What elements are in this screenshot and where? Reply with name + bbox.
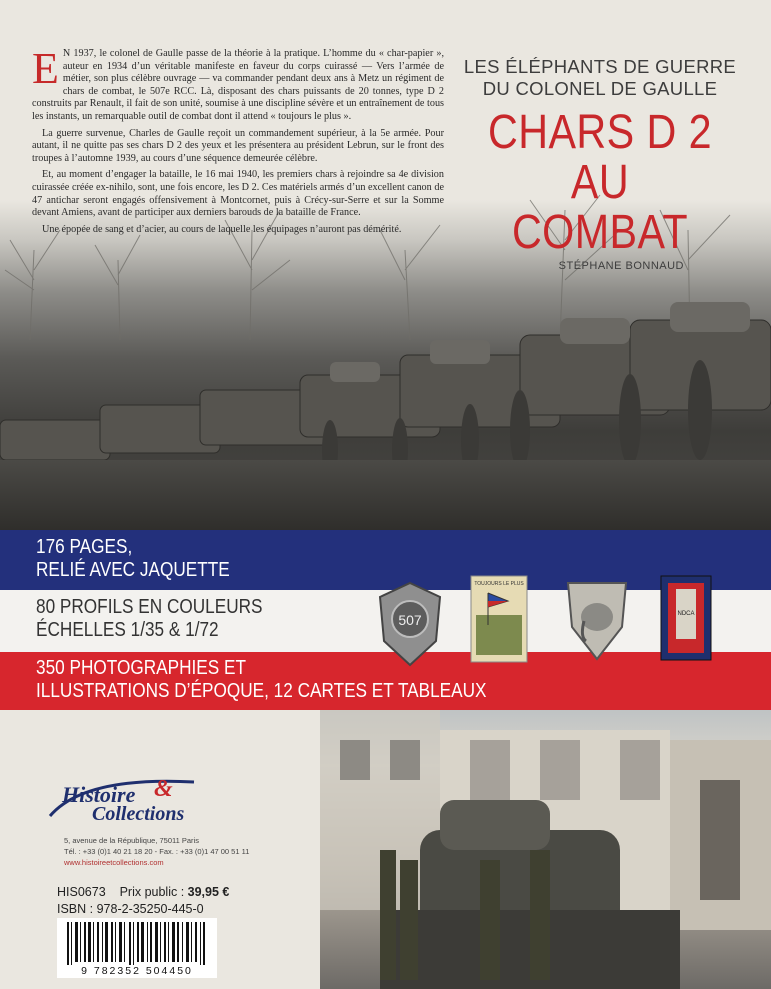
feature-scales: ÉCHELLES 1/35 & 1/72 <box>36 619 219 641</box>
author-name: STÉPHANE BONNAUD <box>558 260 684 272</box>
main-title-line-2: AU COMBAT <box>511 156 689 259</box>
intro-paragraph-4: Une épopée de sang et d’acier, au cours de laquelle les équipages n’auront pas démérité. <box>42 223 402 235</box>
price-value: 39,95 € <box>187 885 230 899</box>
feature-pages: 176 PAGES, <box>36 536 133 558</box>
badge-507-label: 507 <box>398 612 422 628</box>
isbn: ISBN : 978-2-35250-445-0 <box>57 902 204 916</box>
subtitle-line-2: DU COLONEL DE GAULLE <box>482 78 718 99</box>
publisher-phone: Tél. : +33 (0)1 40 21 18 20 - Fax. : +33 (0)1 47 00 51 11 <box>64 847 250 856</box>
badge-poster-label: TOUJOURS LE PLUS <box>474 581 524 587</box>
village-scene-illustration <box>320 710 771 989</box>
publisher-info <box>64 835 294 868</box>
product-ref-line <box>57 884 229 901</box>
intro-paragraph-3: Et, au moment d’engager la bataille, le 16 mai 1940, les premiers chars à rejoindre sa 4e division cuirassée créée ex-nihilo, sont, une fois encore, les D 2. Ces matériels armés d’un excellent canon de 47 antichar seront engagés offensivement à Montcornet, puis à Crécy-sur-Serre et sur la Somme devant Amiens, avant de participer aux derniers barouds de la bataille de France. <box>32 169 444 219</box>
feature-illustrations: ILLUSTRATIONS D’ÉPOQUE, 12 CARTES ET TABLEAUX <box>36 680 487 702</box>
drop-cap: E <box>32 44 59 93</box>
publisher-address: 5, avenue de la République, 75011 Paris <box>64 836 199 845</box>
intro-paragraph-2: La guerre survenue, Charles de Gaulle reçoit un commandement supérieur, à la 5e armée. Pour autant, il ne quitte pas ses chars D 2 des yeux et les présentera au président Lebrun, sur le front des troupes à l’automne 1939, au cours d’une séquence demeurée célèbre. <box>32 127 444 164</box>
feature-binding: RELIÉ AVEC JAQUETTE <box>36 559 230 581</box>
publisher-website-link[interactable]: www.histoireetcollections.com <box>64 858 164 867</box>
parade-ground <box>0 460 771 530</box>
intro-lead: N 1937 <box>62 48 94 59</box>
logo-word-histoire: Histoire <box>62 782 136 807</box>
logo-ampersand: & <box>154 776 173 802</box>
price-label: Prix public : <box>119 885 185 899</box>
publisher-logo <box>44 772 214 824</box>
product-info <box>57 884 229 918</box>
unit-pennant-icon <box>660 575 712 661</box>
badge-pennant-label: NDCA <box>677 611 695 617</box>
subtitle-line-1: LES ÉLÉPHANTS DE GUERRE <box>463 56 737 77</box>
feature-profiles: 80 PROFILS EN COULEURS <box>36 596 263 618</box>
barcode-number: 9 782352 504450 <box>62 965 212 977</box>
intro-paragraph-1 <box>32 44 445 124</box>
main-title-line-1: CHARS D 2 <box>487 106 713 159</box>
507-rcc-insignia-icon <box>374 581 446 667</box>
title-block <box>460 56 740 272</box>
product-reference: HIS0673 <box>57 885 106 899</box>
feature-photos: 350 PHOTOGRAPHIES ET <box>36 657 246 679</box>
intro-text <box>32 44 445 240</box>
poster-illustration-icon <box>470 575 528 663</box>
intro-paragraph-1-text: , le colonel de Gaulle passe de la théorie à la pratique. L’homme du « char-papier », auteur en 1934 d’un véritable manifeste en faveur du corps cuirassé — Vers l’armée de métier, son plus célèbre ouvrage — va commander pendant deux ans à Metz un régiment de chars de combat, le 507e RCC. Là, disposant des chars puissants de 20 tonnes, type D 2 construits par Renault, il fait de son unité, soumise à une discipline sévère et un entraînement de tous les instants, un remarquable outil de combat dont il attend « toujours le plus ». <box>32 48 445 122</box>
logo-word-collections: Collections <box>92 803 185 824</box>
elephant-insignia-icon <box>562 577 632 661</box>
insignia-badges <box>374 575 719 667</box>
